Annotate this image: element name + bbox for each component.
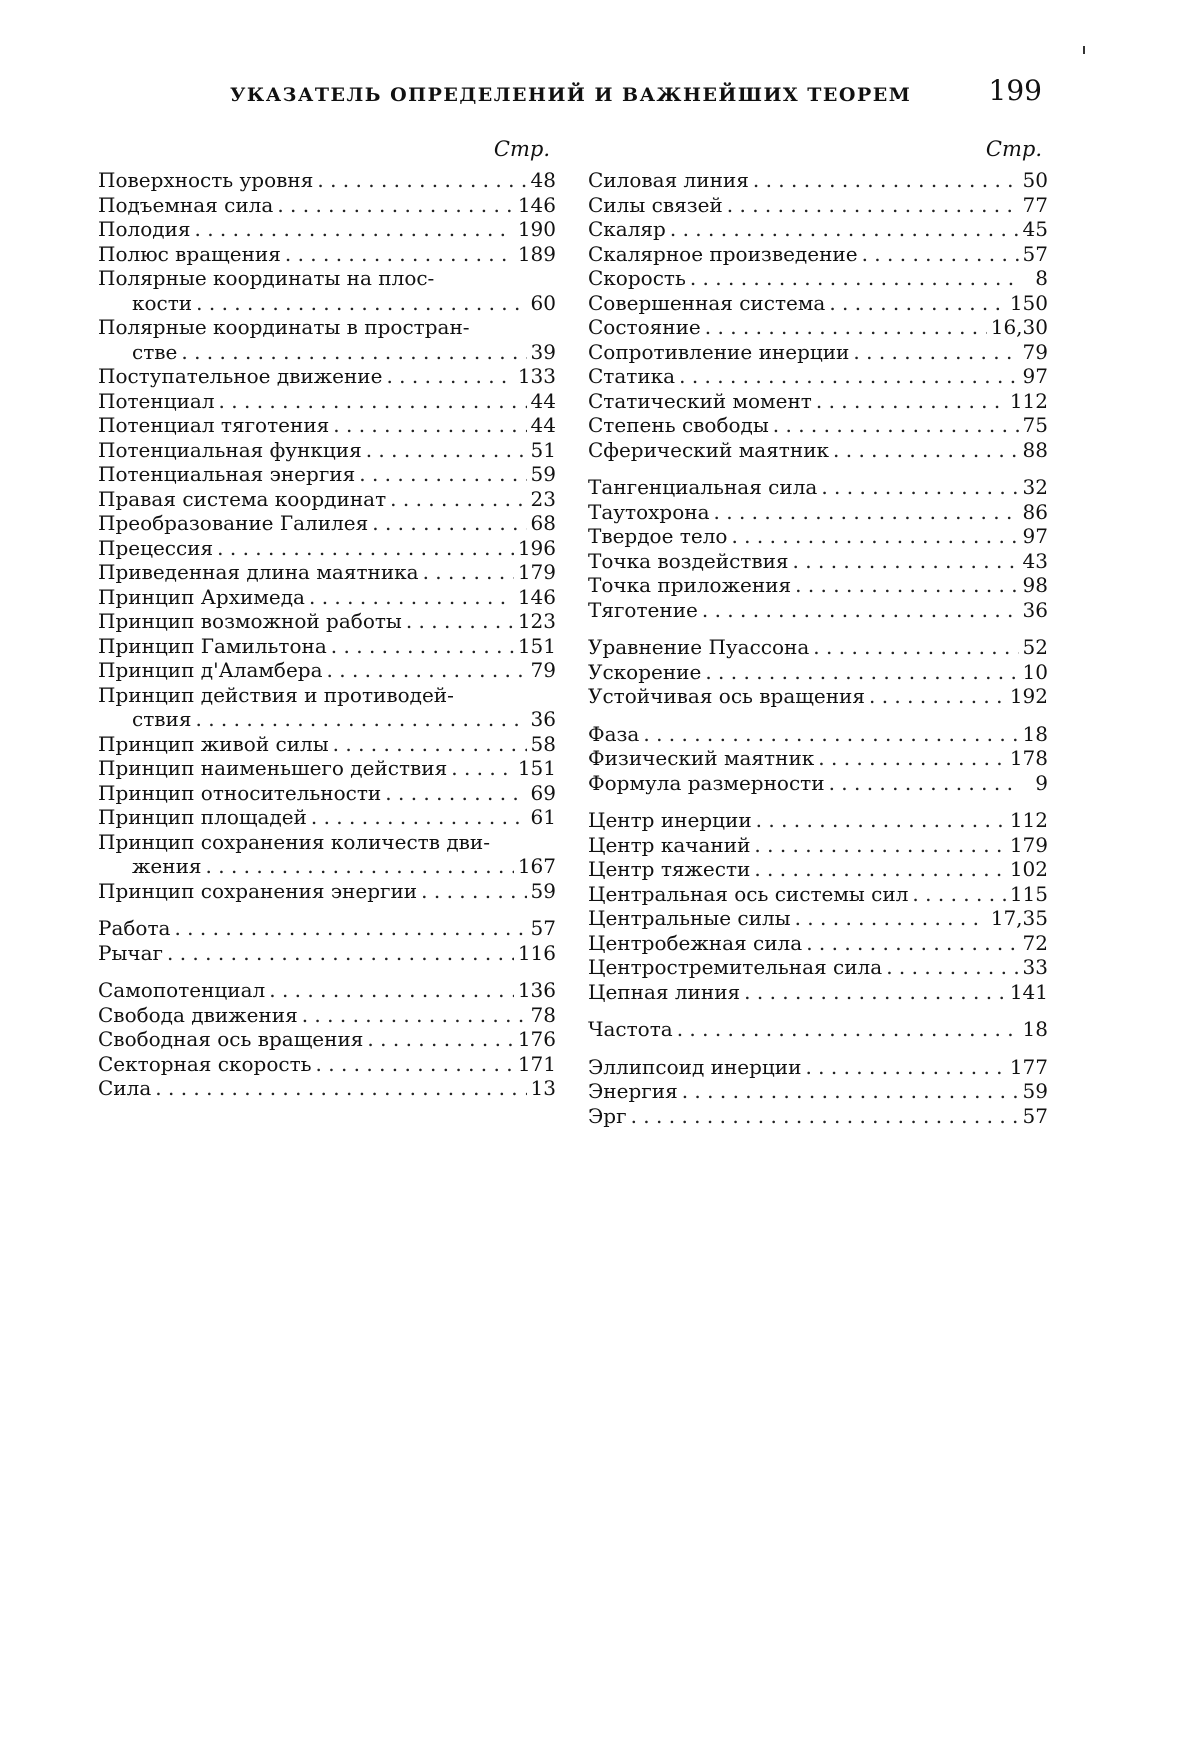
index-entry: Сферический маятник . . . 88 (588, 438, 1048, 463)
index-entry: Полярные координаты в простран- (98, 315, 470, 339)
index-column-right (588, 134, 1048, 1128)
index-entry: Цепная линия . . . 141 (588, 980, 1048, 1005)
index-entry: Совершенная система . . . 150 (588, 291, 1048, 316)
index-entry: Эллипсоид инерции . . . 177 (588, 1055, 1048, 1080)
index-column-left (98, 134, 556, 1101)
index-entry: Центральная ось системы сил . . . 115 (588, 882, 1048, 907)
index-entry: Скорость . . . 8 (588, 266, 1048, 291)
index-entry: Тангенциальная сила . . . 32 (588, 475, 1048, 500)
index-entry: Принцип Гамильтона . . . 151 (98, 634, 556, 659)
index-entry: Принцип относительности . . . 69 (98, 781, 556, 806)
index-entry: Ускорение . . . 10 (588, 660, 1048, 685)
index-entry: Принцип Архимеда . . . 146 (98, 585, 556, 610)
index-entry: Статика . . . 97 (588, 364, 1048, 389)
page-number: 199 (988, 74, 1042, 107)
index-entry: Принцип возможной работы . . . 123 (98, 609, 556, 634)
index-entry: Силовая линия . . . 50 (588, 168, 1048, 193)
letter-group-gap (98, 965, 556, 978)
index-entry: Принцип сохранения количеств дви- (98, 829, 491, 854)
index-entry: Частота . . . 18 (588, 1017, 1048, 1042)
letter-group-gap (588, 622, 1048, 635)
index-entry: Формула размерности . . . 9 (588, 771, 1048, 796)
index-entry: Полюс вращения . . . 189 (98, 242, 556, 267)
index-entry: Секторная скорость . . . 171 (98, 1052, 556, 1077)
index-entry: Точка воздействия . . . 43 (588, 549, 1048, 574)
index-entry: жения . . . 167 (98, 854, 556, 879)
index-entry: Потенциал . . . 44 (98, 389, 556, 414)
index-entry: Статический момент . . . 112 (588, 389, 1048, 414)
index-entry: Полярные координаты на плос- (98, 266, 435, 290)
index-entry: Уравнение Пуассона . . . 52 (588, 635, 1048, 660)
index-entry: Принцип площадей . . . 61 (98, 805, 556, 830)
index-entry: Таутохрона . . . 86 (588, 500, 1048, 525)
index-entry: Сопротивление инерции . . . 79 (588, 340, 1048, 365)
index-entry: Устойчивая ось вращения . . . 192 (588, 684, 1048, 709)
index-entry: Центр инерции . . . 112 (588, 808, 1048, 833)
index-entry: Принцип действия и противодей- (98, 682, 454, 707)
index-entry: Энергия . . . 59 (588, 1079, 1048, 1104)
index-entry: Тяготение . . . 36 (588, 598, 1048, 623)
index-entry: Степень свободы . . . 75 (588, 413, 1048, 438)
index-entry: Центр качаний . . . 179 (588, 833, 1048, 858)
index-entry: Скаляр . . . 45 (588, 217, 1048, 242)
index-entry: Физический маятник . . . 178 (588, 746, 1048, 771)
index-entry: Состояние . . . 16,30 (588, 315, 1048, 340)
margin-mark (1083, 46, 1085, 54)
index-entry: Свобода движения . . . 78 (98, 1003, 556, 1028)
letter-group-gap (588, 709, 1048, 722)
letter-group-gap (588, 462, 1048, 475)
index-entry: Преобразование Галилея . . . 68 (98, 511, 556, 536)
column-heading: Стр. (493, 137, 550, 161)
index-entry: стве . . . 39 (98, 340, 556, 365)
index-entry: Твердое тело . . . 97 (588, 524, 1048, 549)
index-entry: Сила . . . 13 (98, 1076, 556, 1101)
index-entry: Фаза . . . 18 (588, 722, 1048, 747)
index-entry: Рычаг . . . 116 (98, 941, 556, 966)
index-entry: Потенциальная энергия . . . 59 (98, 462, 556, 487)
index-entry: Самопотенциал . . . 136 (98, 978, 556, 1003)
running-title: УКАЗАТЕЛЬ ОПРЕДЕЛЕНИЙ И ВАЖНЕЙШИХ ТЕОРЕМ (230, 84, 912, 106)
index-entry: Приведенная длина маятника . . . 179 (98, 560, 556, 585)
letter-group-gap (588, 1004, 1048, 1017)
index-entry: Принцип живой силы . . . 58 (98, 732, 556, 757)
index-entry: Центростремительная сила . . . 33 (588, 955, 1048, 980)
index-entry: Правая система координат . . . 23 (98, 487, 556, 512)
letter-group-gap (588, 795, 1048, 808)
index-entry: Принцип сохранения энергии . . . 59 (98, 879, 556, 904)
index-entry: Принцип д'Аламбера . . . 79 (98, 658, 556, 683)
index-entry: Прецессия . . . 196 (98, 536, 556, 561)
letter-group-gap (588, 1042, 1048, 1055)
index-entry: Потенциальная функция . . . 51 (98, 438, 556, 463)
index-entry: Принцип наименьшего действия . . . 151 (98, 756, 556, 781)
index-entry: Поверхность уровня . . . 48 (98, 168, 556, 193)
index-entry: Поступательное движение . . . 133 (98, 364, 556, 389)
index-entry: Полодия . . . 190 (98, 217, 556, 242)
index-entry: Силы связей . . . 77 (588, 193, 1048, 218)
index-entry: Работа . . . 57 (98, 916, 556, 941)
index-entry: Эрг . . . 57 (588, 1104, 1048, 1129)
column-heading: Стр. (985, 137, 1042, 161)
index-entry: Центробежная сила . . . 72 (588, 931, 1048, 956)
index-entry: Потенциал тяготения . . . 44 (98, 413, 556, 438)
index-entry: ствия . . . 36 (98, 707, 556, 732)
index-entry: Свободная ось вращения . . . 176 (98, 1027, 556, 1052)
index-entry: Скалярное произведение . . . 57 (588, 242, 1048, 267)
index-entry: кости . . . 60 (98, 291, 556, 316)
page-header (230, 74, 1050, 114)
index-entry: Подъемная сила . . . 146 (98, 193, 556, 218)
letter-group-gap (98, 903, 556, 916)
index-entry: Центральные силы . . . 17,35 (588, 906, 1048, 931)
index-entry: Центр тяжести . . . 102 (588, 857, 1048, 882)
index-entry: Точка приложения . . . 98 (588, 573, 1048, 598)
